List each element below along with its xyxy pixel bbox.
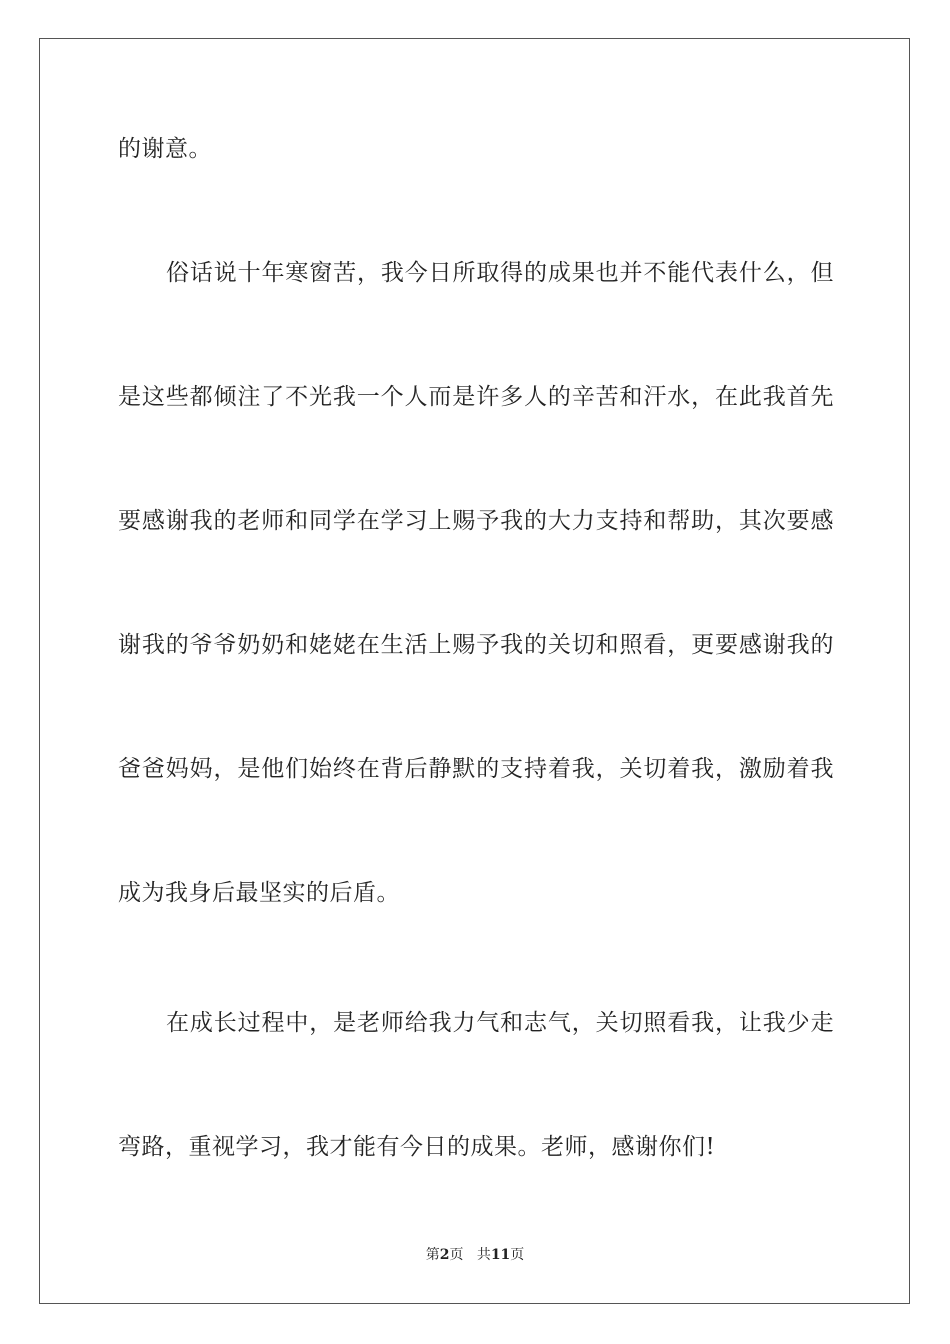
text-line: 成为我身后最坚实的后盾。 bbox=[118, 880, 400, 906]
footer-page-number: 2 bbox=[439, 1247, 450, 1263]
footer-page-prefix: 第 bbox=[425, 1247, 440, 1263]
text-line: 爸爸妈妈，是他们始终在背后静默的支持着我，关切着我，激励着我 bbox=[118, 756, 834, 782]
text-line: 要感谢我的老师和同学在学习上赐予我的大力支持和帮助，其次要感 bbox=[118, 508, 834, 534]
text-line: 谢我的爷爷奶奶和姥姥在生活上赐予我的关切和照看，更要感谢我的 bbox=[118, 632, 834, 658]
text-line-paragraph-start: 在成长过程中，是老师给我力气和志气，关切照看我，让我少走 bbox=[166, 1010, 834, 1036]
page-border bbox=[39, 38, 910, 1304]
page-footer bbox=[0, 1246, 950, 1264]
text-line: 的谢意。 bbox=[118, 136, 212, 162]
text-line-paragraph-start: 俗话说十年寒窗苦，我今日所取得的成果也并不能代表什么，但 bbox=[166, 260, 834, 286]
text-line: 弯路，重视学习，我才能有今日的成果。老师，感谢你们! bbox=[118, 1134, 716, 1160]
footer-page-suffix: 页 bbox=[449, 1247, 464, 1263]
text-line: 是这些都倾注了不光我一个人而是许多人的辛苦和汗水，在此我首先 bbox=[118, 384, 834, 410]
footer-total-prefix: 共 bbox=[476, 1247, 491, 1263]
footer-total-pages: 11 bbox=[490, 1247, 511, 1263]
footer-total-suffix: 页 bbox=[510, 1247, 525, 1263]
